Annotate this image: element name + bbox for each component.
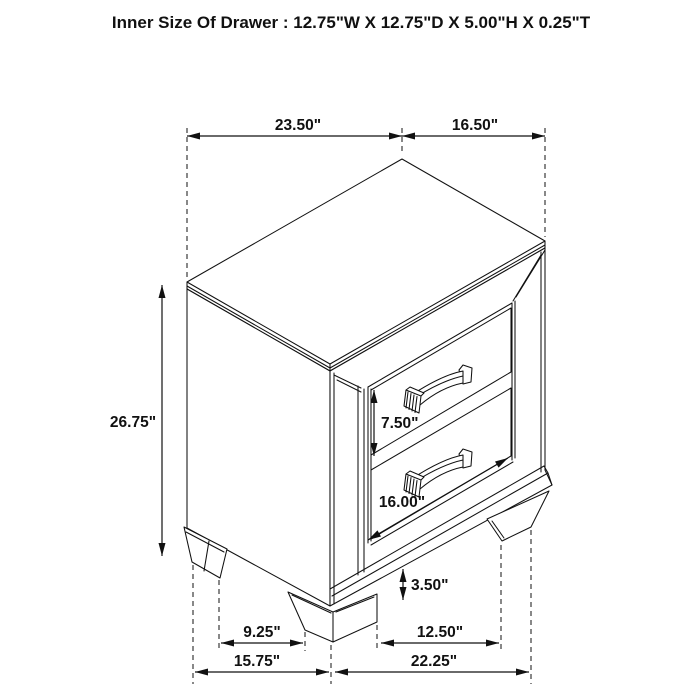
dim-feet-gap-side-label: 9.25" (243, 624, 281, 641)
dim-top-depth-label: 16.50" (451, 117, 499, 134)
nightstand-drawing (184, 159, 552, 642)
dim-foot-height-label: 3.50" (411, 577, 449, 594)
dim-drawer-width-label: 16.00" (378, 494, 426, 511)
dim-height-label: 26.75" (109, 414, 157, 431)
dim-base-front-label: 22.25" (410, 653, 458, 670)
dim-drawer-front-height-label: 7.50" (381, 415, 419, 432)
page-title: Inner Size Of Drawer : 12.75"W X 12.75"D X 5.00"H X 0.25"T (111, 13, 591, 32)
dim-top-width-label: 23.50" (274, 117, 322, 134)
dim-base-side-label: 15.75" (233, 653, 281, 670)
dim-feet-gap-front-label: 12.50" (416, 624, 464, 641)
